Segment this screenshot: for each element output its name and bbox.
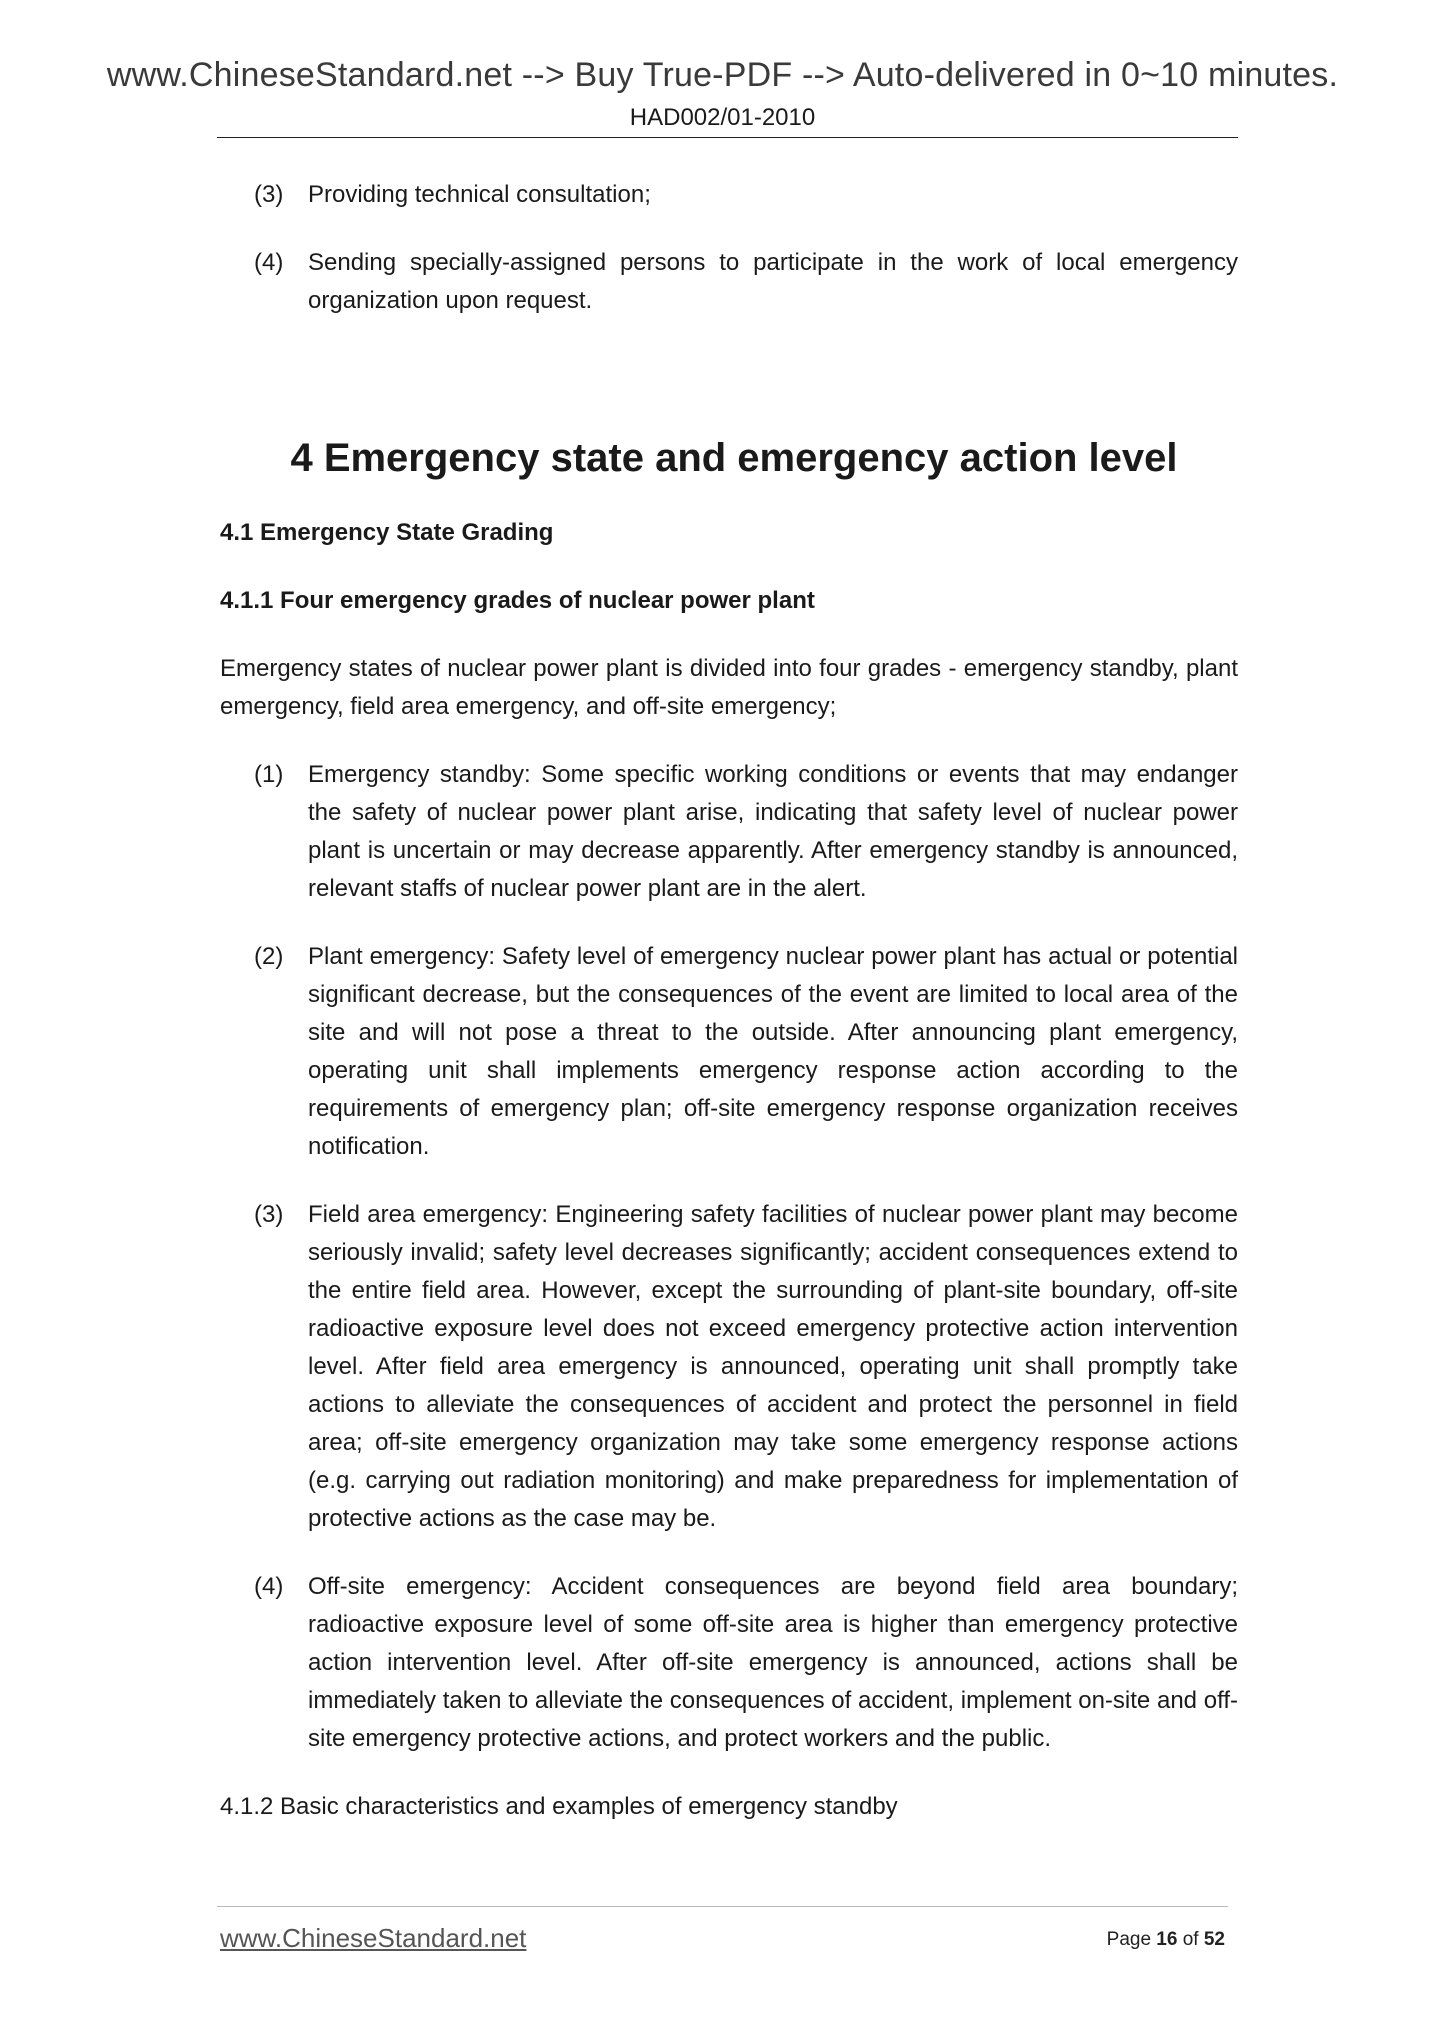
next-subsubsection-heading: 4.1.2 Basic characteristics and examples of emergency standby (220, 1793, 898, 1820)
footer-website-link[interactable]: www.ChineseStandard.net (220, 1923, 527, 1953)
page-content (220, 176, 1238, 1826)
footer-divider (217, 1906, 1228, 1907)
subsection-title: 4.1 Emergency State Grading (220, 519, 554, 546)
list-item (220, 176, 1238, 214)
grade-text: Off-site emergency: Accident consequences are beyond field area boundary; radioactive exposure level of some off-site area is higher than emergency protective action intervention level. After off-site emergency is announced, actions shall be immediately taken to alleviate the consequences of accident, implement on-site and off-site emergency protective actions, and protect workers and the public. (308, 1573, 1238, 1752)
grade-number: (1) (254, 761, 284, 788)
grade-item (220, 1568, 1238, 1758)
list-item-number: (3) (254, 181, 284, 208)
grade-text: Plant emergency: Safety level of emergency nuclear power plant has actual or potential significant decrease, but the consequences of the event are limited to local area of the site and will not pose a threat to the outside. After announcing plant emergency, operating unit shall implements emergency response action according to the requirements of emergency plan; off-site emergency response organization receives notification. (308, 943, 1238, 1160)
intro-paragraph: Emergency states of nuclear power plant is divided into four grades - emergency standby, plant emergency, field area emergency, and off-site emergency; (220, 655, 1238, 720)
grade-item (220, 1196, 1238, 1538)
list-item (220, 244, 1238, 320)
page-word: Page (1106, 1929, 1152, 1950)
of-word: of (1182, 1929, 1199, 1950)
document-code: HAD002/01-2010 (629, 104, 816, 131)
grade-item (220, 756, 1238, 908)
current-page: 16 (1156, 1929, 1178, 1950)
section-title: 4 Emergency state and emergency action level (290, 436, 1178, 480)
grade-number: (4) (254, 1573, 284, 1600)
list-item-number: (4) (254, 249, 284, 276)
grade-text: Emergency standby: Some specific working conditions or events that may endanger the safety of nuclear power plant arise, indicating that safety level of nuclear power plant is uncertain or may decrease apparently. After emergency standby is announced, relevant staffs of nuclear power plant are in the alert. (308, 761, 1238, 902)
grade-text: Field area emergency: Engineering safety facilities of nuclear power plant may become seriously invalid; safety level decreases significantly; accident consequences extend to the entire field area. However, except the surrounding of plant-site boundary, off-site radioactive exposure level does not exceed emergency protective action intervention level. After field area emergency is announced, operating unit shall promptly take actions to alleviate the consequences of accident and protect the personnel in field area; off-site emergency organization may take some emergency response actions (e.g. carrying out radiation monitoring) and make preparedness for implementation of protective actions as the case may be. (308, 1201, 1238, 1532)
list-item-text: Sending specially-assigned persons to participate in the work of local emergency organization upon request. (308, 249, 1238, 314)
subsubsection-title: 4.1.1 Four emergency grades of nuclear power plant (220, 587, 815, 614)
grade-item (220, 938, 1238, 1166)
header-divider (217, 137, 1238, 138)
grade-number: (3) (254, 1201, 284, 1228)
page-number (1107, 1929, 1225, 1951)
list-item-text: Providing technical consultation; (308, 181, 651, 208)
grade-number: (2) (254, 943, 284, 970)
total-pages: 52 (1203, 1929, 1225, 1950)
top-banner: www.ChineseStandard.net --> Buy True-PDF --> Auto-delivered in 0~10 minutes. (106, 56, 1339, 94)
